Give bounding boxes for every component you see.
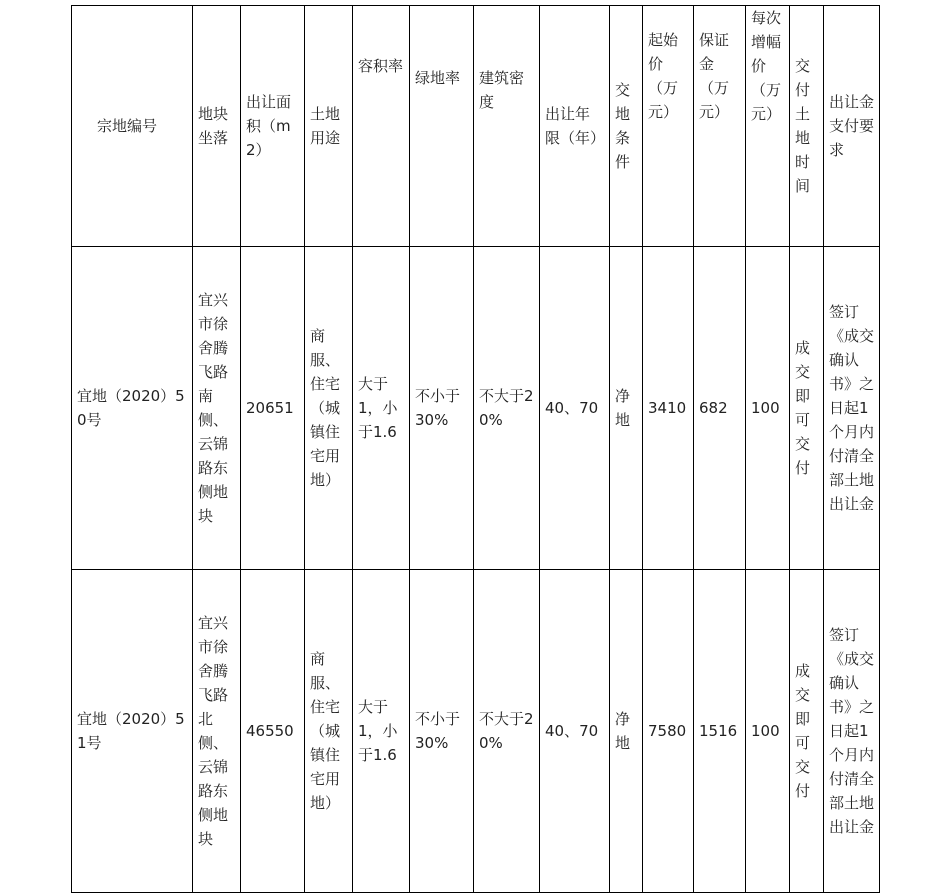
cell-delivery-time: 成交即可交付: [790, 247, 824, 570]
cell-plot-ratio: 大于1，小于1.6: [353, 570, 410, 893]
header-plot-ratio: 容积率: [353, 6, 410, 247]
cell-building-density: 不大于20%: [474, 247, 540, 570]
cell-area: 46550: [241, 570, 305, 893]
cell-plot-ratio: 大于1，小于1.6: [353, 247, 410, 570]
cell-land-use: 商服、住宅（城镇住宅用地）: [305, 247, 353, 570]
cell-parcel-number: 宜地（2020）50号: [72, 247, 193, 570]
cell-delivery-condition: 净地: [610, 247, 643, 570]
header-location: 地块坐落: [193, 6, 241, 247]
header-payment-requirement: 出让金支付要求: [824, 6, 880, 247]
cell-location: 宜兴市徐舍腾飞路南侧、云锦路东侧地块: [193, 247, 241, 570]
header-area: 出让面积（m2）: [241, 6, 305, 247]
header-starting-price: 起始价（万元）: [643, 6, 694, 247]
cell-building-density: 不大于20%: [474, 570, 540, 893]
header-deposit: 保证金（万元）: [694, 6, 746, 247]
header-building-density: 建筑密度: [474, 6, 540, 247]
cell-deposit: 1516: [694, 570, 746, 893]
header-term: 出让年限（年）: [540, 6, 610, 247]
header-delivery-time: 交付土地时间: [790, 6, 824, 247]
cell-deposit: 682: [694, 247, 746, 570]
header-delivery-condition: 交地条件: [610, 6, 643, 247]
header-land-use: 土地用途: [305, 6, 353, 247]
cell-term: 40、70: [540, 247, 610, 570]
cell-increment: 100: [746, 247, 790, 570]
cell-payment-requirement: 签订《成交确认书》之日起1个月内付清全部土地出让金: [824, 247, 880, 570]
cell-parcel-number: 宜地（2020）51号: [72, 570, 193, 893]
header-green-ratio: 绿地率: [410, 6, 474, 247]
cell-starting-price: 7580: [643, 570, 694, 893]
cell-location: 宜兴市徐舍腾飞路北侧、云锦路东侧地块: [193, 570, 241, 893]
header-increment: 每次增幅价（万元）: [746, 6, 790, 247]
table-row: [72, 570, 880, 893]
cell-delivery-condition: 净地: [610, 570, 643, 893]
cell-land-use: 商服、住宅（城镇住宅用地）: [305, 570, 353, 893]
header-parcel-number: 宗地编号: [72, 6, 193, 247]
table-row: [72, 247, 880, 570]
cell-payment-requirement: 签订《成交确认书》之日起1个月内付清全部土地出让金: [824, 570, 880, 893]
cell-delivery-time: 成交即可交付: [790, 570, 824, 893]
cell-term: 40、70: [540, 570, 610, 893]
cell-area: 20651: [241, 247, 305, 570]
land-transfer-table: [71, 5, 880, 893]
cell-green-ratio: 不小于30%: [410, 247, 474, 570]
cell-increment: 100: [746, 570, 790, 893]
cell-green-ratio: 不小于30%: [410, 570, 474, 893]
cell-starting-price: 3410: [643, 247, 694, 570]
table-header-row: [72, 6, 880, 247]
